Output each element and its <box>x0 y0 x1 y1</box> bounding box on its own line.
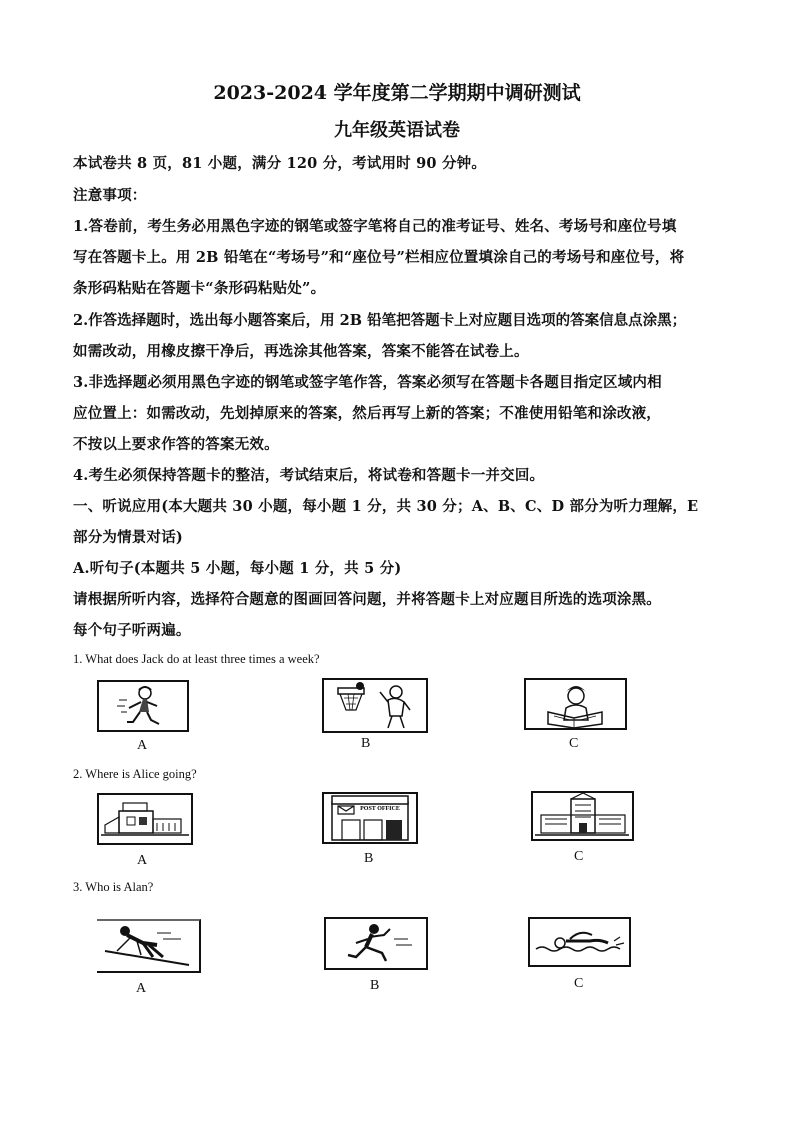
option-a-label: A <box>136 981 147 996</box>
option-b-label: B <box>364 851 374 866</box>
part-a-heading: A.听句子(本题共 5 小题，每小题 1 分，共 5 分) <box>73 560 402 577</box>
option-a-label: A <box>137 853 148 868</box>
notice-line: 应位置上：如需改动，先划掉原来的答案，然后再写上新的答案；不准使用铅笔和涂改液， <box>73 405 661 422</box>
post-office-icon <box>322 792 418 844</box>
section-heading: 部分为情景对话) <box>73 529 183 546</box>
option-c-label: C <box>574 976 584 991</box>
swimmer-icon <box>528 917 631 967</box>
question-3-text: 3. Who is Alan? <box>73 880 154 894</box>
running-boy-icon <box>97 680 189 732</box>
notice-line: 1.答卷前，考生务必用黑色字迹的钢笔或签字笔将自己的准考证号、姓名、考场号和座位号填 <box>73 218 677 235</box>
house-icon <box>97 793 193 845</box>
school-building-icon <box>531 791 634 841</box>
notice-line: 写在答题卡上。用 2B 铅笔在“考场号”和“座位号”栏相应位置填涂自己的考场号和座位号，将 <box>73 249 685 266</box>
instructions-line: 请根据所听内容，选择符合题意的图画回答问题，并将答题卡上对应题目所选的选项涂黑。 <box>73 591 661 608</box>
basketball-hoop-icon <box>322 678 428 733</box>
question-1-text: 1. What does Jack do at least three times a week? <box>73 652 320 666</box>
notice-line: 条形码粘贴在答题卡“条形码粘贴处”。 <box>73 280 326 297</box>
intro-text: 本试卷共 8 页，81 小题，满分 120 分，考试用时 90 分钟。 <box>73 155 487 172</box>
skier-icon <box>97 919 201 973</box>
instructions-line: 每个句子听两遍。 <box>73 622 191 639</box>
reading-girl-icon <box>524 678 627 730</box>
option-a-label: A <box>137 738 148 753</box>
runner-icon <box>324 917 428 970</box>
question-2-text: 2. Where is Alice going? <box>73 767 197 781</box>
notice-line: 4.考生必须保持答题卡的整洁，考试结束后，将试卷和答题卡一并交回。 <box>73 467 545 484</box>
option-b-label: B <box>361 736 371 751</box>
page-subtitle: 九年级英语试卷 <box>334 120 460 141</box>
notice-line: 3.非选择题必须用黑色字迹的钢笔或签字笔作答，答案必须写在答题卡各题目指定区域内相 <box>73 374 662 391</box>
section-heading: 一、听说应用(本大题共 30 小题，每小题 1 分，共 30 分；A、B、C、D 部分为听力理解，E <box>73 498 699 515</box>
option-b-label: B <box>370 978 380 993</box>
notice-heading: 注意事项： <box>73 187 147 204</box>
option-c-label: C <box>569 736 579 751</box>
page-title: 2023-2024 学年度第二学期期中调研测试 <box>213 82 581 104</box>
notice-line: 如需改动，用橡皮擦干净后，再选涂其他答案，答案不能答在试卷上。 <box>73 343 529 360</box>
option-c-label: C <box>574 849 584 864</box>
post-office-sign: POST OFFICE <box>360 806 400 812</box>
notice-line: 2.作答选择题时，选出每小题答案后，用 2B 铅笔把答题卡上对应题目选项的答案信息点涂黑； <box>73 312 687 329</box>
notice-line: 不按以上要求作答的答案无效。 <box>73 436 279 453</box>
